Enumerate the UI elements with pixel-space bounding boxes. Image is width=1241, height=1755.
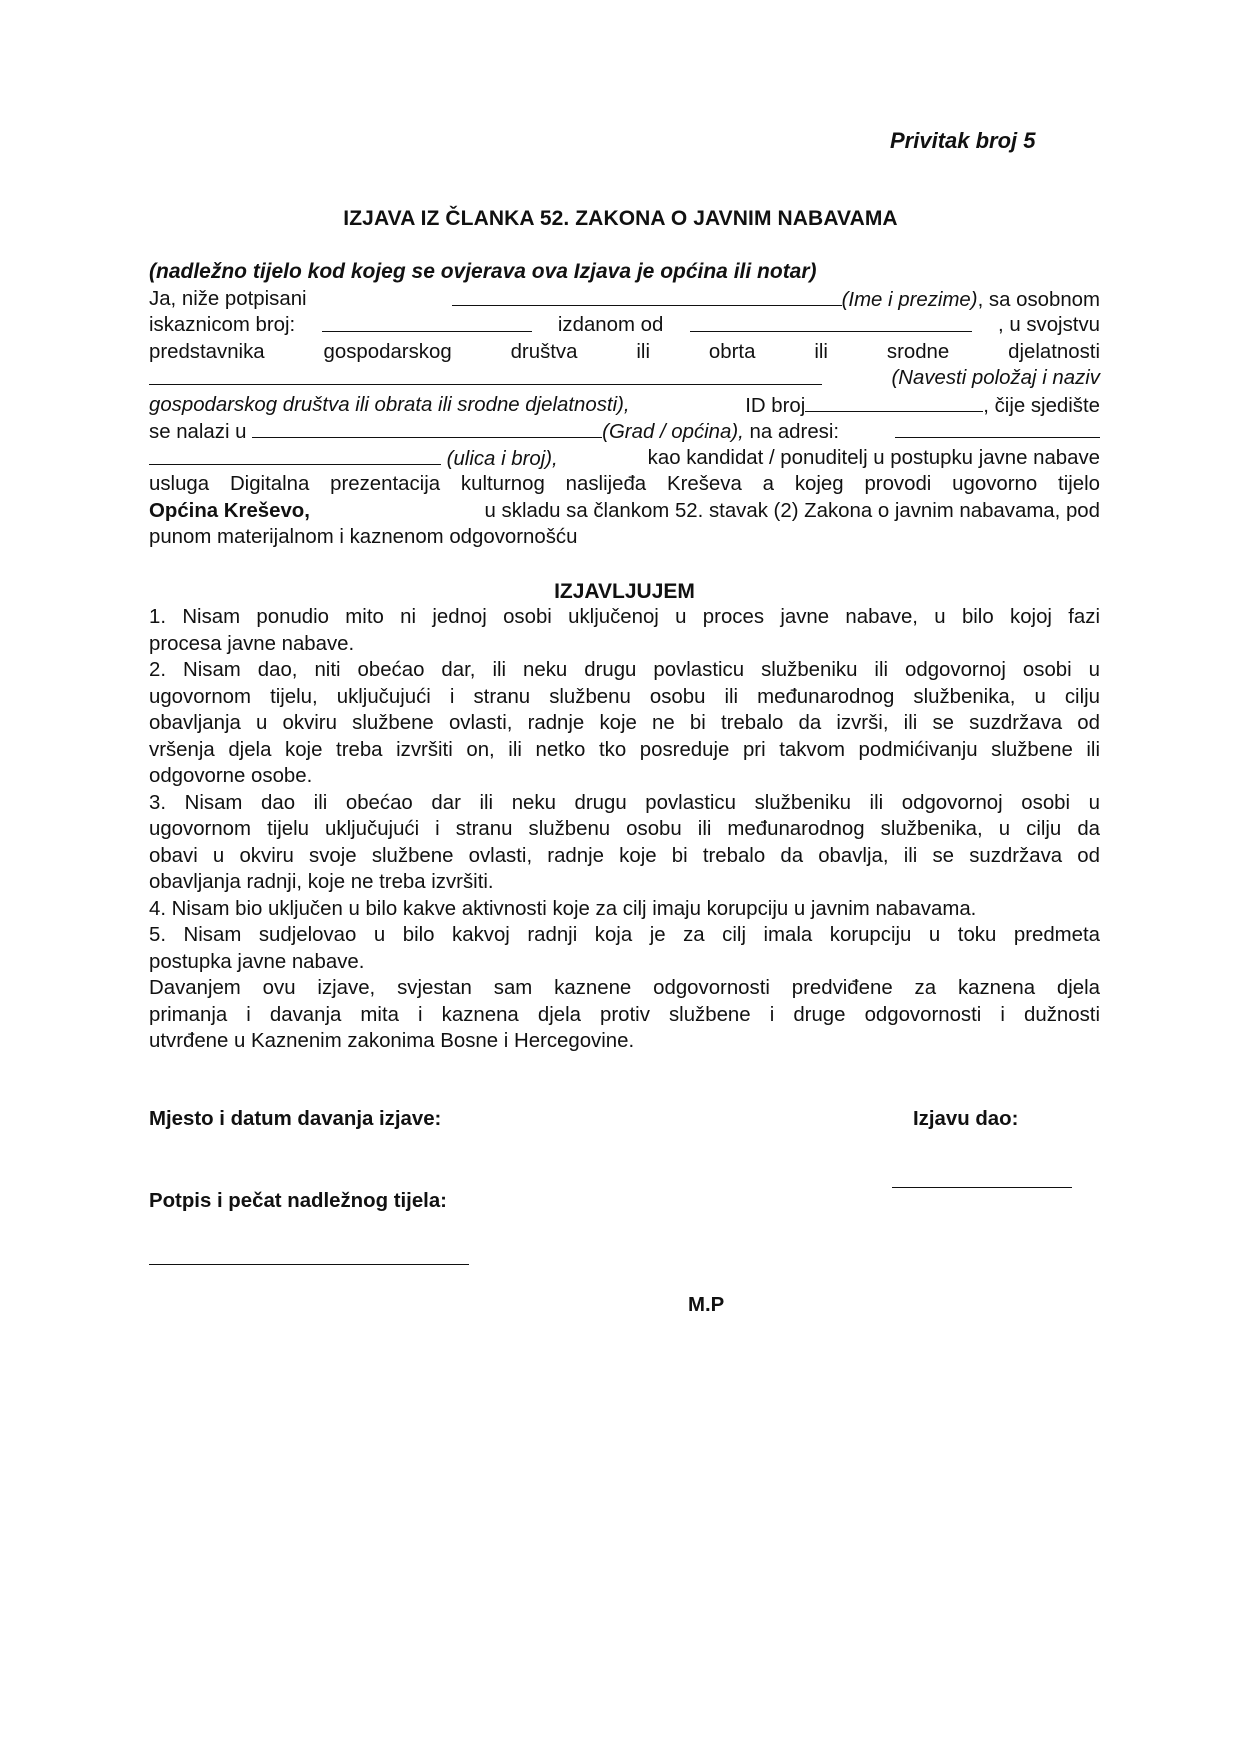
intro-paragraph xyxy=(149,259,1100,551)
intro-line-services: usluga Digitalna prezentacija kulturnog naslijeđa Kreševa a kojeg provodi ugovorno tijelo xyxy=(149,473,1100,495)
authority-signature-line[interactable] xyxy=(149,1264,469,1265)
intro-text: u skladu sa člankom 52. stavak (2) Zakona o javnim nabavama, pod xyxy=(484,499,1100,522)
intro-line-representative: predstavnika gospodarskog društva ili obrta ili srodne djelatnosti xyxy=(149,340,1100,363)
document-title: IZJAVA IZ ČLANKA 52. ZAKONA O JAVNIM NABAVAMA xyxy=(343,207,898,230)
intro-line-id-number xyxy=(149,392,1100,419)
declaration-list xyxy=(149,604,1100,1055)
intro-line-authority xyxy=(149,498,1100,525)
authority-note: (nadležno tijelo kod kojeg se ovjerava ova Izjava je općina ili notar) xyxy=(149,260,817,283)
intro-text: kao kandidat / ponuditelj u postupku javne nabave xyxy=(647,446,1100,469)
declaration-item: obavi u okviru svoje službene ovlasti, radnje koje bi trebalo da obavlja, ili se suzdržava od xyxy=(149,844,1100,867)
intro-text: Ja, niže potpisani xyxy=(149,287,307,310)
address-blank[interactable] xyxy=(895,418,1100,438)
id-card-number-blank[interactable] xyxy=(322,312,532,332)
intro-line-seat xyxy=(149,418,1100,445)
closing-statement: Davanjem ovu izjave, svjestan sam kaznene odgovornosti predviđene za kaznena djela xyxy=(149,977,1100,999)
attachment-label: Privitak broj 5 xyxy=(890,128,1036,153)
intro-text: , sa osobnom xyxy=(977,288,1100,311)
intro-text: , u svojstvu xyxy=(997,314,1100,336)
given-by-label: Izjavu dao: xyxy=(913,1108,1019,1130)
seal-label: M.P xyxy=(688,1294,725,1316)
declaration-item: ugovornom tijelu, uključujući i stranu službenu osobu ili međunarodnog službenika, u cilju xyxy=(149,685,1100,708)
declaration-item: postupka javne nabave. xyxy=(149,950,365,973)
intro-line-position xyxy=(149,365,1100,392)
declaration-item: 2. Nisam dao, niti obećao dar, ili neku drugu povlasticu službeniku ili odgovornoj osobi u xyxy=(149,659,1100,681)
declaration-item: 3. Nisam dao ili obećao dar ili neku drugu povlasticu službeniku ili odgovornoj osobi u xyxy=(149,791,1100,814)
closing-statement: utvrđene u Kaznenim zakonima Bosne i Hercegovine. xyxy=(149,1030,635,1052)
name-hint: (Ime i prezime) xyxy=(841,288,978,311)
declaration-item: 4. Nisam bio uključen u bilo kakve aktivnosti koje za cilj imaju korupciju u javnim nabavama. xyxy=(149,897,977,920)
declaration-item: obavljanja radnji, koje ne treba izvršiti. xyxy=(149,871,494,893)
declaration-item: vršenja djela koje treba izvršiti on, ili netko tko posreduje pri takvom podmićivanju službene ili xyxy=(149,738,1100,761)
declarant-signature-line[interactable] xyxy=(892,1187,1072,1188)
contracting-authority: Općina Kreševo, xyxy=(149,499,310,522)
declare-heading: IZJAVLJUJEM xyxy=(554,580,695,603)
city-blank[interactable] xyxy=(252,418,602,438)
name-blank[interactable] xyxy=(452,286,842,306)
position-company-blank[interactable] xyxy=(149,365,822,385)
street-blank[interactable] xyxy=(149,445,441,465)
intro-line-street xyxy=(149,445,1100,472)
intro-text: ID broj xyxy=(745,394,806,417)
authority-signature-label: Potpis i pečat nadležnog tijela: xyxy=(149,1190,447,1212)
company-hint: gospodarskog društva ili obrata ili srodne djelatnosti), xyxy=(149,393,630,416)
intro-line-liability: punom materijalnom i kaznenom odgovornošću xyxy=(149,526,578,548)
city-hint: (Grad / općina), xyxy=(602,421,744,443)
issued-by-blank[interactable] xyxy=(690,312,972,332)
declaration-item: 5. Nisam sudjelovao u bilo kakvoj radnji koja je za cilj imala korupciju u toku predmeta xyxy=(149,924,1100,946)
position-hint: (Navesti položaj i naziv xyxy=(891,367,1100,389)
id-number-blank[interactable] xyxy=(805,392,983,412)
declaration-item: 1. Nisam ponudio mito ni jednoj osobi uključenoj u proces javne nabave, u bilo kojoj fazi xyxy=(149,606,1100,628)
intro-text: izdanom od xyxy=(557,314,664,336)
intro-line-name xyxy=(149,286,1100,313)
intro-text: se nalazi u xyxy=(149,421,247,443)
intro-text: na adresi: xyxy=(749,421,840,443)
declaration-item: procesa javne nabave. xyxy=(149,632,355,655)
place-date-label: Mjesto i datum davanja izjave: xyxy=(149,1108,442,1130)
intro-line-id-card xyxy=(149,312,1100,339)
declaration-item: ugovornom tijelu uključujući i stranu službenu osobu ili međunarodnog službenika, u cilju da xyxy=(149,818,1100,840)
intro-text: iskaznicom broj: xyxy=(149,314,296,336)
intro-text: , čije sjedište xyxy=(983,394,1100,417)
declaration-item: obavljanja u okviru službene ovlasti, radnje koje ne bi trebalo da izvrši, ili se suzdržava od xyxy=(149,712,1100,734)
declaration-item: odgovorne osobe. xyxy=(149,765,313,787)
closing-statement: primanja i davanja mita i kaznena djela protiv službene i druge odgovornosti i dužnosti xyxy=(149,1003,1100,1026)
street-hint: (ulica i broj), xyxy=(446,447,558,470)
